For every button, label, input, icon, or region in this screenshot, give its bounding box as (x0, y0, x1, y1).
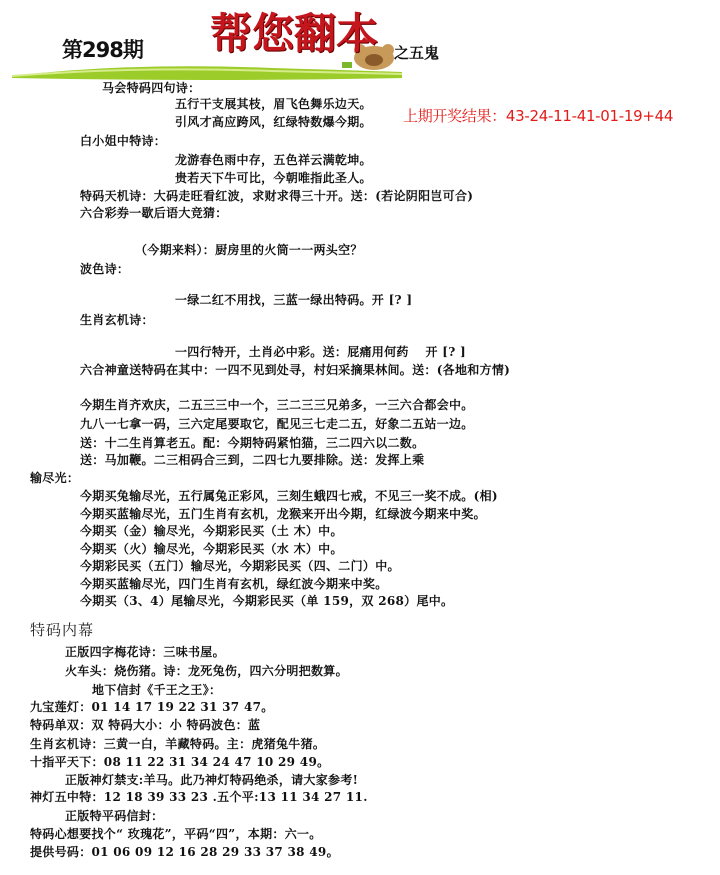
text-line: 地下信封《千王之王》： (92, 683, 222, 697)
text-line: 五行干支展其枝，眉飞色舞乐边天。 (175, 97, 372, 111)
text-line: 特码天机诗：大码走旺看红波，求财求得三十开。送：(若论阴阳岂可合) (80, 189, 474, 203)
text-line: 马会特码四句诗： (102, 81, 201, 95)
text-line: 正版四字梅花诗：三味书屋。 (65, 645, 225, 659)
text-line: 十指平天下：08 11 22 31 34 24 47 10 29 49。 (30, 755, 330, 769)
text-line: 引风才高应跨风，红绿特数爆今期。 (175, 115, 372, 129)
text-line: 今期生肖齐欢庆，二五三三中一个，三二三三兄弟多，一三六合都会中。 (80, 398, 474, 412)
text-line: 今期买（金）输尽光，今期彩民买（土 木）中。 (80, 524, 343, 538)
text-line: 神灯五中特：12 18 39 33 23 .五个平:13 11 34 27 11. (30, 790, 368, 804)
text-line: 波色诗： (80, 262, 130, 276)
text-line: 提供号码：01 06 09 12 16 28 29 33 37 38 49。 (30, 845, 339, 859)
text-line: 输尽光： (30, 471, 80, 485)
last-draw-result: 上期开奖结果：43-24-11-41-01-19+44 (403, 107, 674, 125)
logo-title: 帮您翻本 (210, 9, 379, 58)
text-line: （今期来料）：厨房里的火筒一一两头空？ (135, 243, 363, 257)
section-title: 特码内幕 (30, 621, 95, 639)
text-line: 今期买（火）输尽光，今期彩民买（水 木）中。 (80, 542, 343, 556)
text-line: 今期买蓝输尽光，四门生肖有玄机，绿红波今期来中奖。 (80, 577, 388, 591)
text-line: 一四行特开，土肖必中彩。送：屁痛用何药 开 [? ] (175, 345, 467, 359)
text-line: 贵若天下牛可比，今朝唯指此圣人。 (175, 171, 372, 185)
text-line: 生肖玄机诗：三黄一白，羊藏特码。主：虎猪兔牛猪。 (30, 737, 326, 751)
logo-subtitle: 之五鬼 (394, 44, 440, 62)
text-line: 今期买蓝输尽光，五门生肖有玄机，龙猴来开出今期，红绿波今期来中奖。 (80, 507, 486, 521)
text-line: 生肖玄机诗： (80, 313, 154, 327)
text-line: 六合彩券一歇后语大竞猜： (80, 206, 228, 220)
text-line: 九宝莲灯：01 14 17 19 22 31 37 47。 (30, 700, 274, 714)
text-line: 特码单双：双 特码大小：小 特码波色：蓝 (30, 718, 261, 732)
text-line: 白小姐中特诗： (80, 134, 167, 148)
text-line: 今期买（3、4）尾输尽光，今期彩民买（单 159，双 268）尾中。 (80, 594, 454, 608)
text-line: 正版神灯禁支:羊马。此乃神灯特码绝杀，请大家参考! (65, 773, 359, 787)
text-line: 一绿二红不用找，三蓝一绿出特码。开 [? ] (175, 293, 413, 307)
text-line: 特码心想要找个“ 玫瑰花”，平码“四”，本期：六一。 (30, 827, 322, 841)
text-line: 六合神童送特码在其中：一四不见到处寻，村妇采摘果林间。送：(各地和方情) (80, 363, 511, 377)
text-line: 九八一七拿一码，三六定尾要取它，配见三七走二五，好象二五站一边。 (80, 417, 474, 431)
text-line: 正版特平码信封： (65, 809, 164, 823)
issue-number: 第298期 (62, 38, 143, 62)
text-line: 送：马加鞭。二三相码合三到，二四七九要排除。送：发挥上乘 (80, 453, 425, 467)
text-line: 火车头：烧伤猪。诗：龙死兔伤，四六分明把数算。 (65, 664, 348, 678)
text-line: 今期彩民买（五门）输尽光，今期彩民买（四、二门）中。 (80, 559, 400, 573)
text-line: 送：十二生肖算老五。配：今期特码紧怕猫，三二四六以二数。 (80, 436, 425, 450)
text-line: 龙游春色雨中存，五色祥云满乾坤。 (175, 153, 372, 167)
text-line: 今期买兔输尽光，五行属兔正彩风，三刻生蛾四七戒，不见三一奖不成。(相) (80, 489, 498, 503)
